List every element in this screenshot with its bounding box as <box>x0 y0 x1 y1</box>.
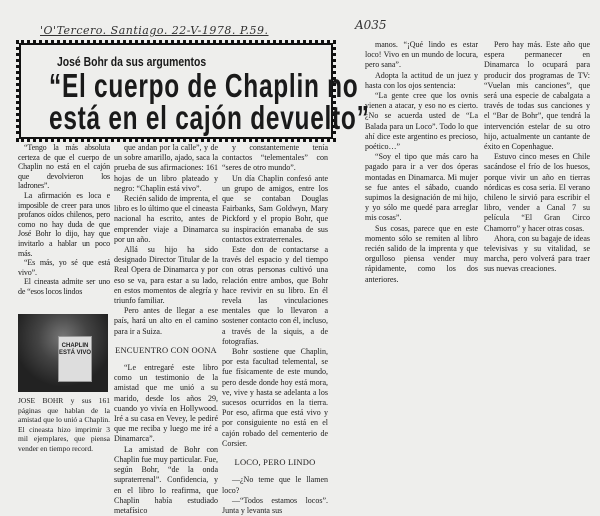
article-column-3 <box>222 143 328 516</box>
headline-line-2: está en el cajón devuelto” <box>49 99 370 136</box>
paragraph: Un día Chaplin confesó ante un grupo de amigos, entre los que se contaban Douglas Fairbanks, Sam Goldwyn, Mary Pickford y el propio Bohr, que su inspiración emanaba de sus contactos extraterrenales. <box>222 173 328 244</box>
article-column-5 <box>484 40 590 275</box>
photo-caption: JOSE BOHR y sus 161 páginas que hablan de la amistad que lo unió a Chaplin. El cineasta hizo imprimir 3 mil ejemplares, que piensa vender en tiempo record. <box>18 396 110 453</box>
article-column-2 <box>114 143 218 516</box>
paragraph: Sus cosas, parece que en este momento sólo se remiten al libro recién salido de la imprenta y que orgulloso piensa vender muy rápidamente, como los dos anteriores. <box>365 223 478 284</box>
subheading: ENCUENTRO CON OONA <box>115 344 217 355</box>
headline-kicker: José Bohr da sus argumentos <box>57 54 207 69</box>
paragraph: La afirmación es loca e imposible de creer para unos profanos oídos chilenos, pero como no hay duda de que José Bohr lo dijo, hay que invitarlo a hablar un poco más. <box>18 190 110 258</box>
headline-line-1: “El cuerpo de Chaplin no <box>49 67 359 104</box>
book-cover: CHAPLIN ESTÁ VIVO <box>58 336 92 382</box>
paragraph: La amistad de Bohr con Chaplin fue muy particular. Fue, según Bohr, “de la onda supraterrenal”. Confidencia, y en el libro lo reafirma, que Chaplin había estudiado metafísico <box>114 444 218 515</box>
paragraph: Estuvo cinco meses en Chile sacándose el frío de los huesos, porque vivir un año en tierras nórdicas es cosa seria. El verano chileno le sirvió para escribir el libro, vender a Canal 7 su película “El Gran Circo Chamorro” y hacer otras cosas. <box>484 152 590 233</box>
subheading: LOCO, PERO LINDO <box>234 457 316 468</box>
paragraph: Pero hay más. Este año que espera permanecer en Dinamarca lo ocupará para producir dos programas de TV: “Vuelan mis canciones”, que será una especie de cabalgata a través de todas sus canciones y el “Bar de Bohr”, que tendrá la intervención estelar de su otro hijo, actualmente un cantante de éxito en Copenhague. <box>484 40 590 152</box>
article-column-1 <box>18 143 110 297</box>
paragraph: Adopta la actitud de un juez y hasta con los ojos sentencia: <box>365 70 478 90</box>
paragraph: Recién salido de imprenta, el libro es lo último que el cineasta nacional ha escrito, antes de emprender viaje a Dinamarca por un año. <box>114 194 218 244</box>
paragraph: “Es más, yo sé que está vivo”. <box>18 258 110 277</box>
paragraph: —¿No teme que le llamen loco? <box>222 475 328 495</box>
paragraph: Este don de contactarse a través del espacio y del tiempo con otras personas cultivó una relación entre ambos, que Bohr hace revivir en su libro. En él revela las vinculaciones mentales que lo llevaron a sostener contacto con él, incluso, a través de la siquis, a de fotografías. <box>222 245 328 346</box>
archive-number: A035 <box>355 18 387 32</box>
paragraph: Ahora, con su bagaje de ideas televisivas y su vitalidad, se marcha, pero volverá para traer sus nuevas creaciones. <box>484 233 590 274</box>
paragraph: y constantemente tenía contactos “telementales” con “seres de otro mundo”. <box>222 143 328 173</box>
paragraph: “Le entregaré este libro como un testimonio de la amistad que me unió a su marido, desde los años 29, cuando yo vivía en Hollywood. Iré a su casa en Vevey, le pediré que me reciba y luego me iré a Dinamarca”. <box>114 363 218 444</box>
paragraph: El cineasta admite ser uno de “esos locos lindos <box>18 277 110 296</box>
paragraph: “Tengo la más absoluta certeza de que el cuerpo de Chaplin no está en el cajón que devolvieron los ladrones”. <box>18 143 110 191</box>
paragraph: que andan por la calle”, y de un sobre amarillo, ajado, saca la prueba de sus afirmaciones: 161 hojas de un libro plateado y negro: “Chaplin está vivo”. <box>114 143 218 193</box>
paragraph: —“Todos estamos locos”. Junta y levanta sus <box>222 495 328 515</box>
paragraph: “La gente cree que los ovnis vienen a atacar, y eso no es cierto. ¿No se acuerda usted de “La Balada para un Loco”. Todo lo que ahí dice este argentino es precioso, poético…” <box>365 91 478 152</box>
paragraph: “Soy el tipo que más caro ha pagado para ir a ver dos óperas montadas en Dinamarca. Mi mujer se fue antes el sábado, cuando supimos la designación de mi hijo, y yo sólo me quedé para arreglar mis cosas”. <box>365 152 478 223</box>
article-column-4 <box>365 40 478 285</box>
paragraph: Pero antes de llegar a ese país, hará un alto en el camino para ir a Suiza. <box>114 306 218 336</box>
headline-box <box>16 40 370 142</box>
handwritten-source-note: 'O'Tercero. Santiago. 22-V-1978. P.59. <box>40 24 269 37</box>
paragraph: Bohr sostiene que Chaplin, por esta facultad telemental, se fue físicamente de este mundo, pero desde donde hoy está mora, ve, vive y hasta se adelanta a los sucesos ocurridos en la tierra. Por eso, afirma que está vivo y por consiguiente no está en el cajón robado del cementerio de Corsier. <box>222 347 328 448</box>
paragraph: Allá su hijo ha sido designado Director Titular de la Real Opera de Dinamarca y por eso se va, para estar a su lado, en estos momentos de alegría y triunfo familiar. <box>114 245 218 306</box>
paragraph: manos. “¡Qué lindo es estar loco! Vivo en un mundo de locura, pero sana”. <box>365 40 478 70</box>
photo-jose-bohr <box>18 314 108 392</box>
